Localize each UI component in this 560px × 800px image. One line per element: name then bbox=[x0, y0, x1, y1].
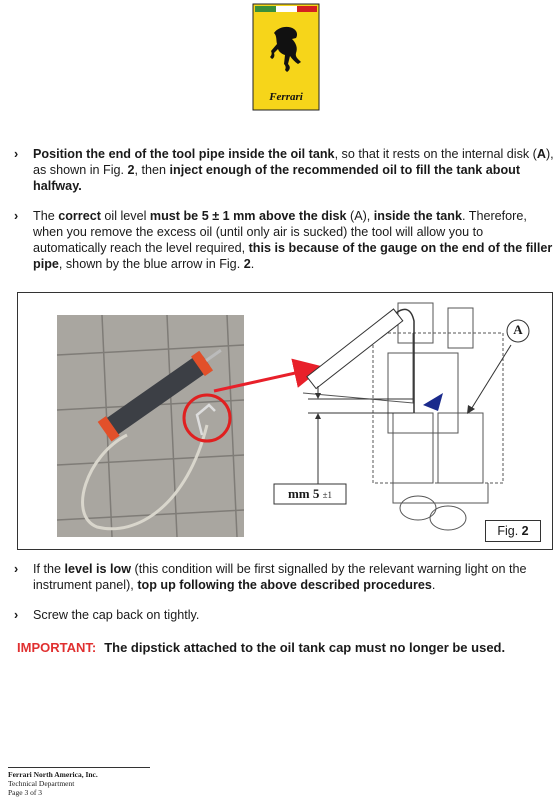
bullet-text-segment: . bbox=[431, 578, 436, 592]
bullet-text-segment: inside the tank bbox=[373, 209, 462, 223]
bullet-text-segment: level is low bbox=[64, 562, 132, 576]
bullet-text bbox=[33, 607, 554, 623]
bullet-marker: › bbox=[14, 608, 19, 622]
bullet-text-segment: . Therefore, when you remove the excess oil (until only air is sucked) the tool will allow you to automatically reach the level required, bbox=[33, 209, 527, 255]
bullet-text bbox=[33, 561, 554, 593]
bullet-text-segment: top up following the above described procedures bbox=[137, 578, 432, 592]
bullet-text-segment: oil level bbox=[100, 209, 150, 223]
bullet-text-segment: If the bbox=[33, 562, 65, 576]
measurement-tolerance: ±1 bbox=[322, 490, 333, 500]
logo-wordmark: Ferrari bbox=[269, 91, 303, 103]
bullet-text-segment: 2 bbox=[127, 163, 135, 177]
bullet-text-segment: must be 5 ± 1 mm above the disk bbox=[149, 209, 347, 223]
bullet-text bbox=[33, 208, 554, 272]
figure-2-panel bbox=[17, 292, 553, 550]
important-notice bbox=[17, 640, 505, 655]
instruction-bullet-position-pipe bbox=[14, 146, 554, 194]
bullet-text-segment: correct bbox=[58, 209, 101, 223]
measurement-label bbox=[274, 486, 346, 502]
bullet-text-segment: Position the end of the tool pipe inside the oil tank bbox=[33, 147, 335, 161]
bullet-text-segment: this is because of the gauge on the end of the filler pipe bbox=[33, 241, 553, 271]
bullet-text-segment: 2 bbox=[243, 257, 251, 271]
bullet-text-segment: , shown by the blue arrow in Fig. bbox=[58, 257, 244, 271]
bullet-text-segment: ), as shown in Fig. bbox=[33, 147, 554, 177]
page-footer bbox=[8, 770, 98, 797]
instruction-bullet-level-low bbox=[14, 561, 554, 593]
bullet-text bbox=[33, 146, 554, 194]
figure-caption bbox=[485, 520, 541, 542]
oil-tank-schematic bbox=[18, 293, 554, 551]
ferrari-logo bbox=[252, 3, 320, 111]
figure-caption-prefix: Fig. bbox=[497, 524, 522, 538]
bullet-text-segment: (A), bbox=[346, 209, 374, 223]
bullet-text-segment: , so that it rests on the internal disk ( bbox=[334, 147, 537, 161]
footer-divider bbox=[8, 767, 150, 768]
footer-department: Technical Department bbox=[8, 779, 75, 788]
instruction-bullet-correct-level bbox=[14, 208, 554, 272]
footer-page-number: Page 3 of 3 bbox=[8, 788, 42, 797]
footer-company: Ferrari North America, Inc. bbox=[8, 770, 98, 779]
bullet-text-segment: Screw the cap back on tightly. bbox=[33, 608, 200, 622]
bullet-marker: › bbox=[14, 209, 19, 223]
bullet-text-segment: . bbox=[250, 257, 255, 271]
bullet-text-segment: (this condition will be first signalled by the relevant warning light on the instrument panel), bbox=[33, 562, 527, 592]
blue-arrow bbox=[423, 393, 443, 411]
bullet-marker: › bbox=[14, 562, 19, 576]
bullet-marker: › bbox=[14, 147, 19, 161]
figure-caption-number: 2 bbox=[521, 524, 529, 538]
bullet-text-segment: The bbox=[33, 209, 59, 223]
bullet-text-segment: inject enough of the recommended oil to fill the tank about halfway. bbox=[33, 163, 521, 193]
bullet-text-segment: A bbox=[536, 147, 546, 161]
callout-letter: A bbox=[513, 322, 523, 337]
instruction-bullet-screw-cap bbox=[14, 607, 554, 623]
important-label: IMPORTANT: bbox=[17, 640, 97, 655]
measurement-value: mm 5 bbox=[287, 486, 320, 501]
important-text: The dipstick attached to the oil tank cap must no longer be used. bbox=[104, 640, 506, 655]
bullet-text-segment: , then bbox=[134, 163, 170, 177]
